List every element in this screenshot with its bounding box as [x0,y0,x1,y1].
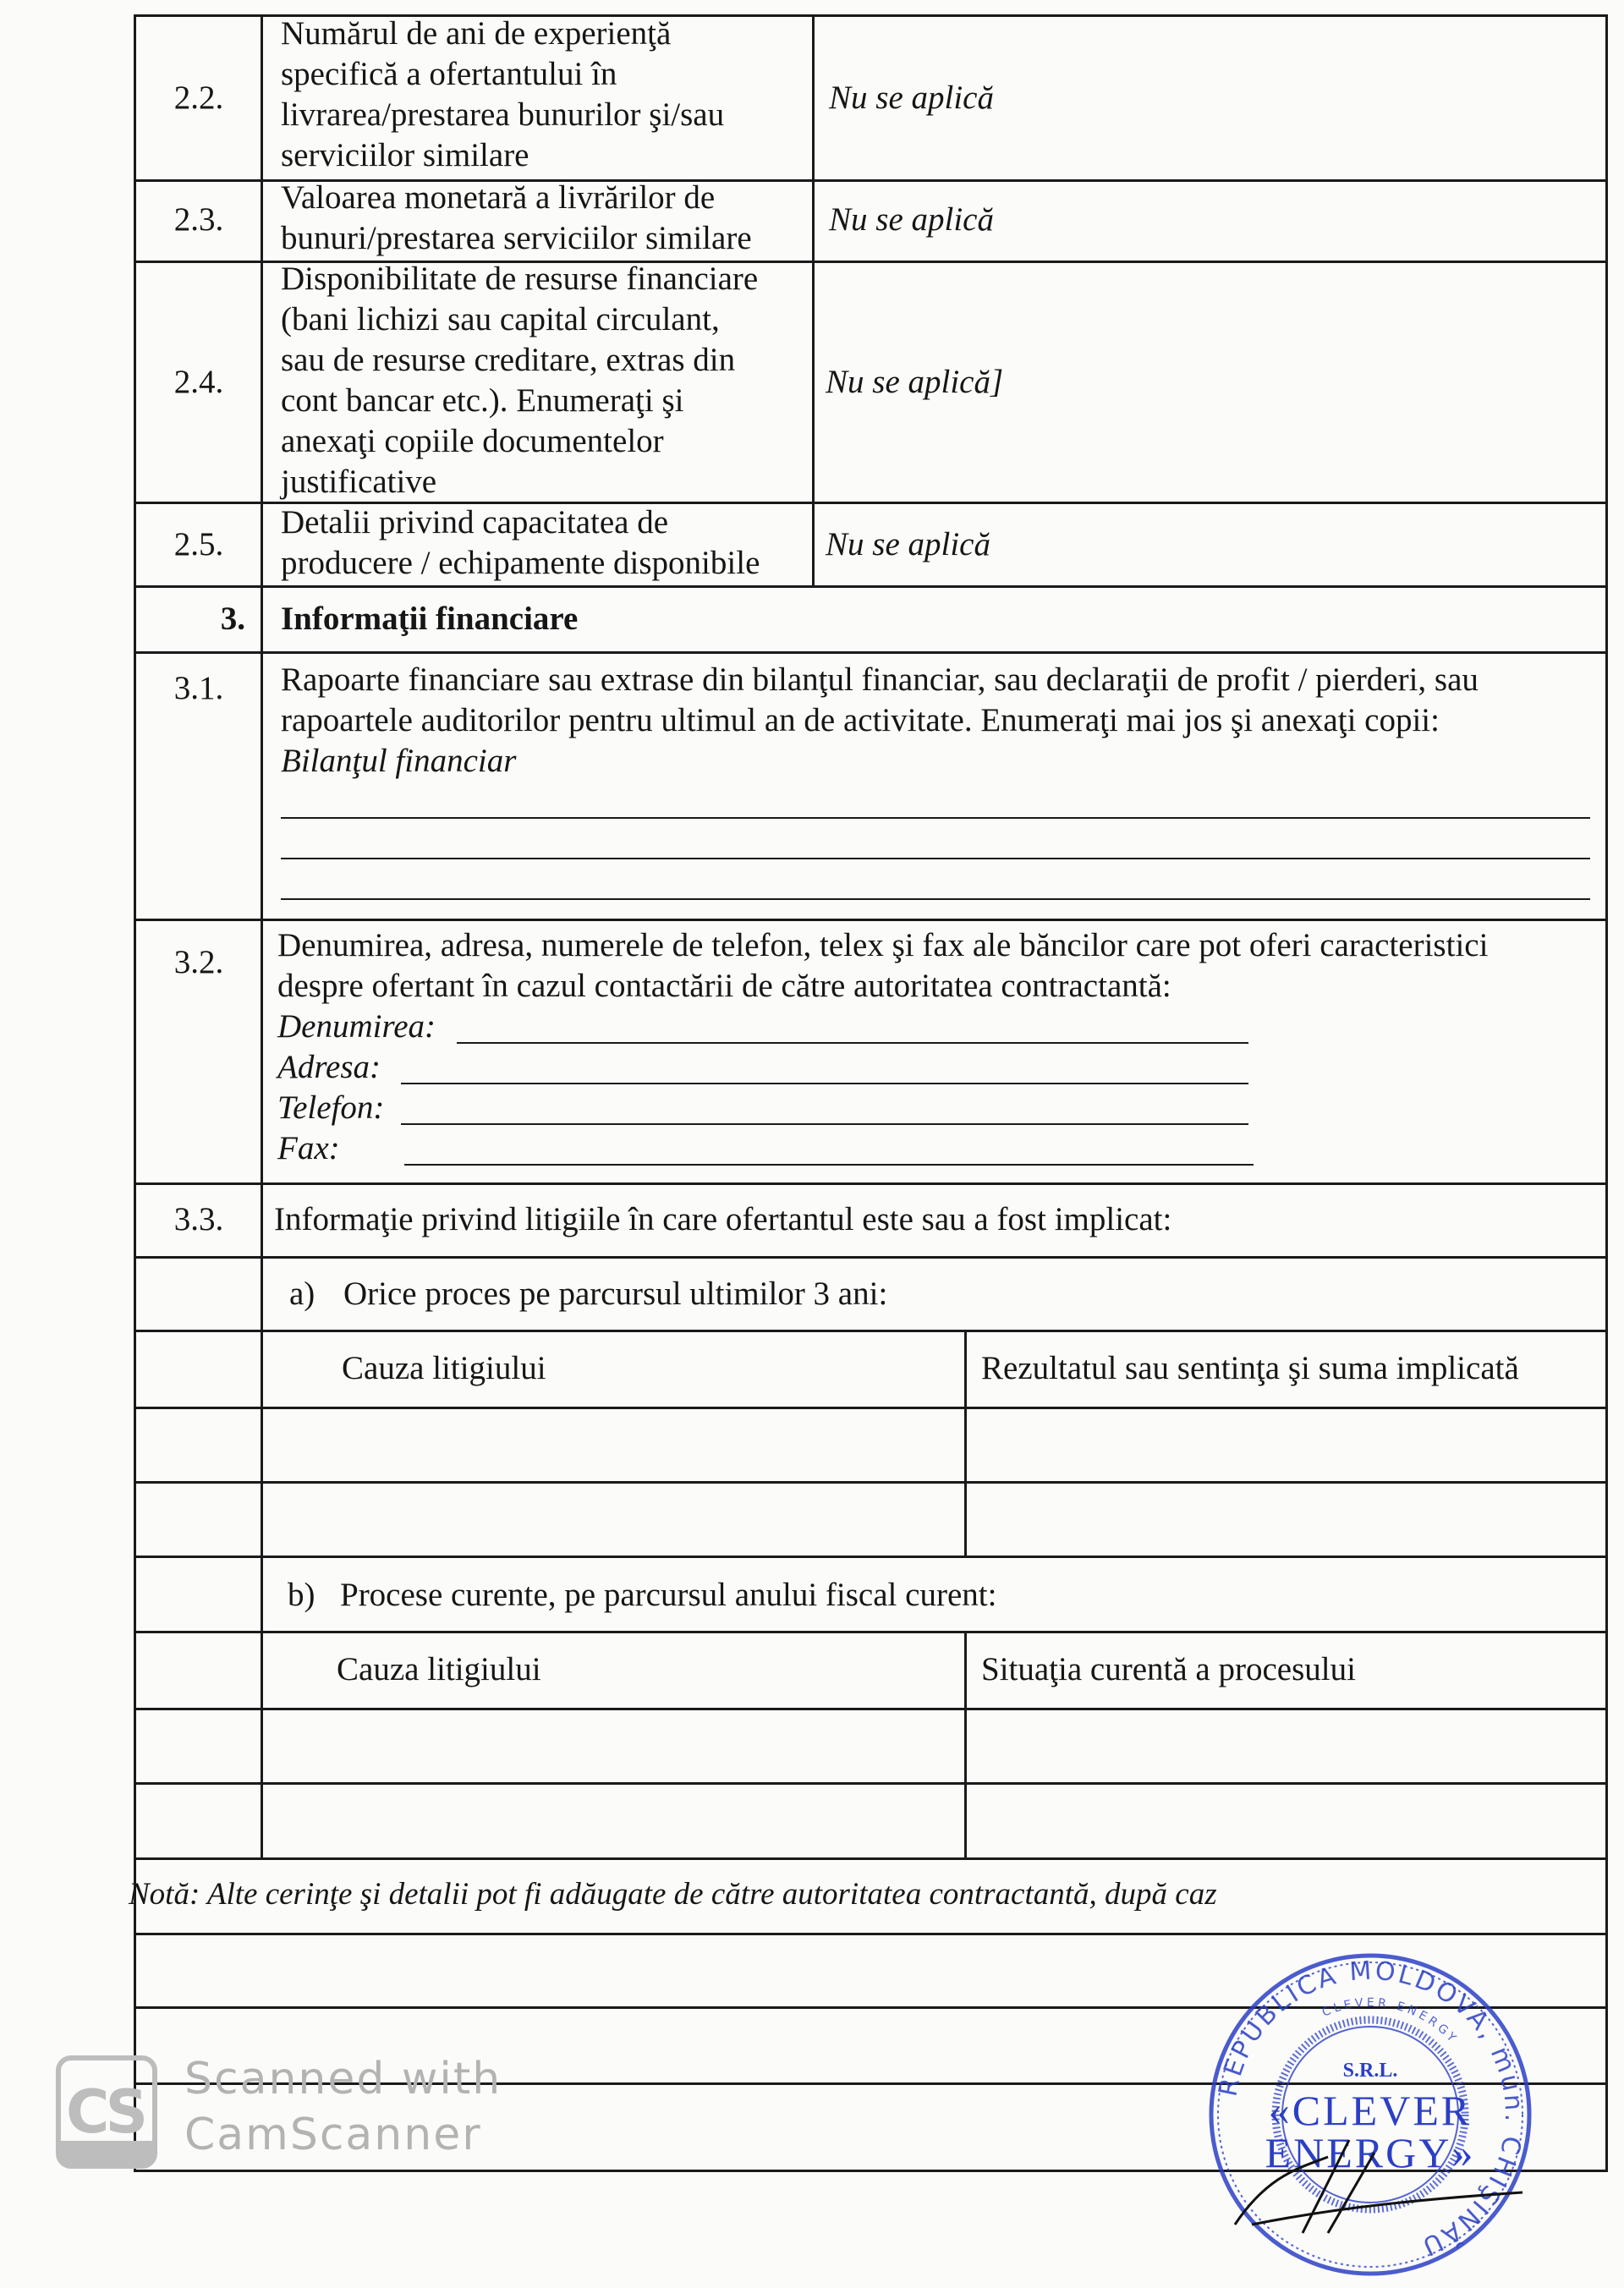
answer-text: Bilanţul financiar [281,743,517,779]
litigation-status-cell[interactable] [967,1710,1605,1781]
row-description [281,502,760,584]
bank-phone-field[interactable] [401,1123,1248,1125]
description-line: cont bancar etc.). Enumeraţi şi [281,382,684,419]
bank-address-label: Adresa: [277,1049,381,1085]
row-description [281,259,758,502]
description-line: Denumirea, adresa, numerele de telefon, telex şi fax ale băncilor care pot oferi caracteristici [277,927,1489,963]
description-line: specifică a ofertantului în [281,56,617,92]
note-text: Notă: Alte cerinţe şi detalii pot fi adăugate de către autoritatea contractantă, după caz [129,1877,1217,1912]
table-right-border [1605,14,1608,2171]
bank-fax-field[interactable] [404,1164,1254,1166]
litigation-cause-cell[interactable] [263,1710,962,1781]
svg-text:ENERGY»: ENERGY» [1265,2129,1476,2176]
description-line: Numărul de ani de experienţă [281,15,672,52]
row-answer: Nu se aplică [829,201,994,238]
camscanner-logo-icon: CS [56,2055,157,2169]
row-description [277,925,1488,1007]
row-border [134,1556,1608,1558]
bank-name-label: Denumirea: [277,1008,436,1045]
description-line: rapoartele auditorilor pentru ultimul an de activitate. Enumeraţi mai jos şi anexaţi copii: [281,702,1440,738]
section-number: 3. [220,601,245,637]
row-border [134,1857,1608,1860]
litigation-cause-cell[interactable] [263,1484,962,1555]
row-border [134,1256,1608,1259]
section-title: Informaţii financiare [281,601,579,637]
fill-in-line[interactable] [281,898,1590,900]
row-number: 2.3. [173,201,224,238]
row-number: 3.2. [173,944,224,980]
watermark-line-1: Scanned with [184,2054,502,2104]
subsection-label: a) [289,1276,315,1312]
description-line: producere / echipamente disponibile [281,545,760,581]
svg-text:S.R.L.: S.R.L. [1342,2060,1398,2082]
litigation-status-cell[interactable] [967,1785,1605,1856]
description-line: bunuri/prestarea serviciilor similare [281,220,752,256]
row-description: Informaţie privind litigiile în care ofertantul este sau a fost implicat: [274,1201,1172,1237]
subsection-label: b) [288,1577,315,1613]
row-description [281,660,1479,782]
row-answer: Nu se aplică [829,80,994,116]
answer-column-divider [812,14,815,585]
description-line: (bani lichizi sau capital circulant, [281,301,720,337]
row-border [134,585,1608,588]
litigation-cause-cell[interactable] [263,1409,962,1480]
description-line: justificative [281,464,437,500]
row-number: 2.4. [173,364,224,400]
description-line: livrarea/prestarea bunurilor şi/sau [281,96,725,133]
subsection-title: Orice proces pe parcursul ultimilor 3 ani: [343,1276,888,1312]
row-answer: Nu se aplică] [826,364,1004,400]
row-border [134,1933,1608,1935]
description-line: Detalii privind capacitatea de [281,504,669,540]
column-header-cause: Cauza litigiului [337,1651,541,1687]
row-number: 2.5. [173,526,224,562]
litigation-result-cell[interactable] [967,1484,1605,1555]
column-header-result: Rezultatul sau sentinţa şi suma implicată [981,1350,1519,1386]
row-border [134,1182,1608,1185]
number-column-divider [261,14,263,1857]
description-line: Valoarea monetară a livrărilor de [281,179,716,216]
fill-in-line[interactable] [281,817,1590,819]
bank-address-field[interactable] [401,1083,1248,1084]
row-border [134,919,1608,921]
description-line: despre ofertant în cazul contactării de către autoritatea contractantă: [277,968,1171,1004]
description-line: sau de resurse creditare, extras din [281,342,736,378]
company-stamp [1201,1945,1539,2284]
litigation-result-cell[interactable] [967,1409,1605,1480]
row-number: 3.1. [173,670,224,706]
description-line: anexaţi copiile documentelor [281,423,664,459]
bank-name-field[interactable] [457,1042,1248,1044]
description-line: Disponibilitate de resurse financiare [281,261,759,297]
description-line: serviciilor similare [281,137,529,173]
row-description [281,178,752,259]
row-number: 3.3. [173,1201,224,1237]
row-answer: Nu se aplică [826,526,990,562]
svg-text:REPUBLICA MOLDOVA, mun. CHIŞIN: REPUBLICA MOLDOVA, mun. CHIŞINĂU [1213,1956,1529,2263]
subsection-title: Procese curente, pe parcursul anului fiscal curent: [340,1577,997,1613]
fill-in-line[interactable] [281,858,1590,859]
svg-text:«CLEVER: «CLEVER [1268,2087,1473,2134]
litigation-cause-cell[interactable] [263,1785,962,1856]
row-border [134,651,1608,654]
table-left-border [134,14,136,2171]
bank-phone-label: Telefon: [277,1089,385,1126]
column-header-status: Situaţia curentă a procesului [981,1651,1356,1687]
stamp-seal-icon [1201,1945,1539,2284]
row-description [281,14,724,176]
bank-fax-label: Fax: [277,1130,340,1166]
column-header-cause: Cauza litigiului [342,1350,546,1386]
row-border [134,1330,1608,1332]
row-number: 2.2. [173,80,224,116]
description-line: Rapoarte financiare sau extrase din bilanţul financiar, sau declaraţii de profit / pierderi, sau [281,661,1479,698]
svg-text:CLEVER ENERGY: CLEVER ENERGY [1320,1995,1461,2048]
row-border [134,1631,1608,1633]
watermark-line-2: CamScanner [184,2110,482,2160]
